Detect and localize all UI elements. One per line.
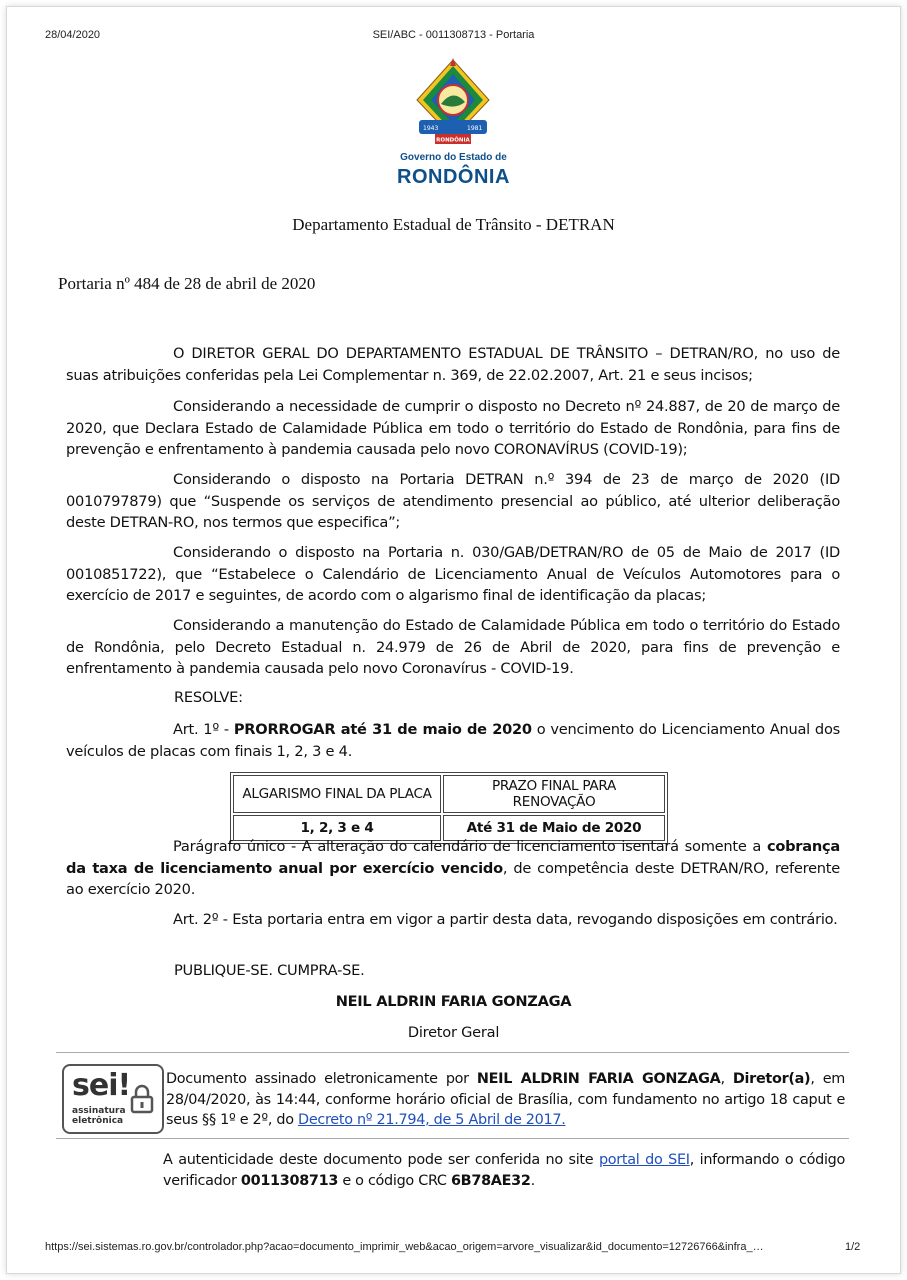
decree-link[interactable]: Decreto nº 21.794, de 5 Abril de 2017.: [298, 1112, 566, 1128]
seal-logo-text: sei!: [72, 1068, 131, 1103]
crest-banner: RONDÔNIA: [436, 137, 470, 144]
divider: [56, 1138, 849, 1139]
divider: [56, 1052, 849, 1053]
table-header-row: [233, 775, 665, 813]
article-1: Art. 1º - PRORROGAR até 31 de maio de 2020 o vencimento do Licenciamento Anual dos veículos de placas com finais 1, 2, 3 e 4.: [66, 721, 840, 760]
table-cell: 1, 2, 3 e 4: [233, 815, 441, 841]
electronic-signature-text: Documento assinado eletronicamente por NEIL ALDRIN FARIA GONZAGA, Diretor(a), em 28/04/2020, às 14:44, conforme horário oficial de Brasília, com fundamento no artigo 18 caput e seus §§ 1º e 2º, do Decreto nº 21.794, de 5 Abril de 2017.: [166, 1071, 845, 1128]
paragraph-considerando-2: Considerando o disposto na Portaria DETRAN n.º 394 de 23 de março de 2020 (ID 0010797879) que “Suspende os serviços de atendimento presencial ao público, até ulterior deliberação deste DETRAN-RO, nos termos que especifica”;: [66, 471, 840, 531]
authenticity-text: A autenticidade deste documento pode ser conferida no site portal do SEI, informando o código verificador 0011308713 e o código CRC 6B78AE32.: [163, 1152, 845, 1189]
logo-state-text: RONDÔNIA: [397, 166, 510, 188]
print-date: 28/04/2020: [45, 29, 101, 41]
table-header-cell: PRAZO FINAL PARA RENOVAÇÃO: [443, 775, 665, 813]
crc-code: 6B78AE32: [450, 1173, 531, 1189]
paragraph-considerando-4: Considerando a manutenção do Estado de Calamidade Pública em todo o território do Estado de Rondônia, pelo Decreto Estadual n. 24.979 de 26 de Abril de 2020, para fins de prevenção e enfrentamento à pandemia causada pelo novo Coronavírus - COVID-19.: [66, 617, 840, 677]
paragrafo-unico: Parágrafo único - A alteração do calendário de licenciamento isentará somente a cobrança da taxa de licenciamento anual por exercício vencido, de competência deste DETRAN/RO, referente ao exercício 2020.: [66, 838, 840, 898]
table-header-cell: ALGARISMO FINAL DA PLACA: [233, 775, 441, 813]
paragraph-considerando-1: Considerando a necessidade de cumprir o disposto no Decreto nº 24.887, de 20 de março de 2020, que Declara Estado de Calamidade Pública em todo o território do Estado de Rondônia, para fins de prevenção e enfrentamento à pandemia causada pelo novo CORONAVÍRUS (COVID-19);: [66, 398, 840, 458]
footer-url: https://sei.sistemas.ro.gov.br/controlador.php?acao=documento_imprimir_web&acao_origem=arvore_visualizar&id_documento=12726766&infra_…: [45, 1241, 764, 1253]
signatory-role: Diretor Geral: [407, 1024, 500, 1041]
plates-table: [230, 772, 668, 844]
sei-signature-seal: [62, 1064, 164, 1134]
resolve-heading: RESOLVE:: [174, 689, 243, 706]
paragraph-director: O DIRETOR GERAL DO DEPARTAMENTO ESTADUAL DE TRÂNSITO – DETRAN/RO, no uso de suas atribuições conferidas pela Lei Complementar n. 369, de 22.02.2007, Art. 21 e seus incisos;: [66, 345, 840, 384]
department-title: Departamento Estadual de Trânsito - DETRAN: [292, 215, 615, 234]
crest-year-left: 1943: [423, 125, 439, 132]
sei-portal-link[interactable]: portal do SEI: [598, 1152, 690, 1168]
logo-gov-text: Governo do Estado de: [400, 152, 507, 163]
footer-page-number: 1/2: [845, 1241, 861, 1253]
article-2: Art. 2º - Esta portaria entra em vigor a partir desta data, revogando disposições em contrário.: [173, 911, 838, 928]
paragraph-considerando-3: Considerando o disposto na Portaria n. 030/GAB/DETRAN/RO de 05 de Maio de 2017 (ID 0010851722), que “Estabelece o Calendário de Licenciamento Anual de Veículos Automotores para o exercício de 2017 e seguintes, de acordo com o algarismo final de identificação da placas;: [66, 544, 840, 604]
publique-line: PUBLIQUE-SE. CUMPRA-SE.: [174, 962, 365, 979]
portaria-title: Portaria nº 484 de 28 de abril de 2020: [58, 274, 316, 293]
seal-caption: assinatura eletrônica: [72, 1106, 126, 1126]
rondonia-coat-of-arms-logo: [415, 58, 491, 148]
signatory-name: NEIL ALDRIN FARIA GONZAGA: [335, 993, 572, 1010]
table-cell: Até 31 de Maio de 2020: [443, 815, 665, 841]
lock-icon: [130, 1084, 154, 1114]
crest-year-right: 1981: [467, 125, 483, 132]
print-title: SEI/ABC - 0011308713 - Portaria: [372, 29, 535, 41]
verifier-code: 0011308713: [240, 1173, 339, 1189]
